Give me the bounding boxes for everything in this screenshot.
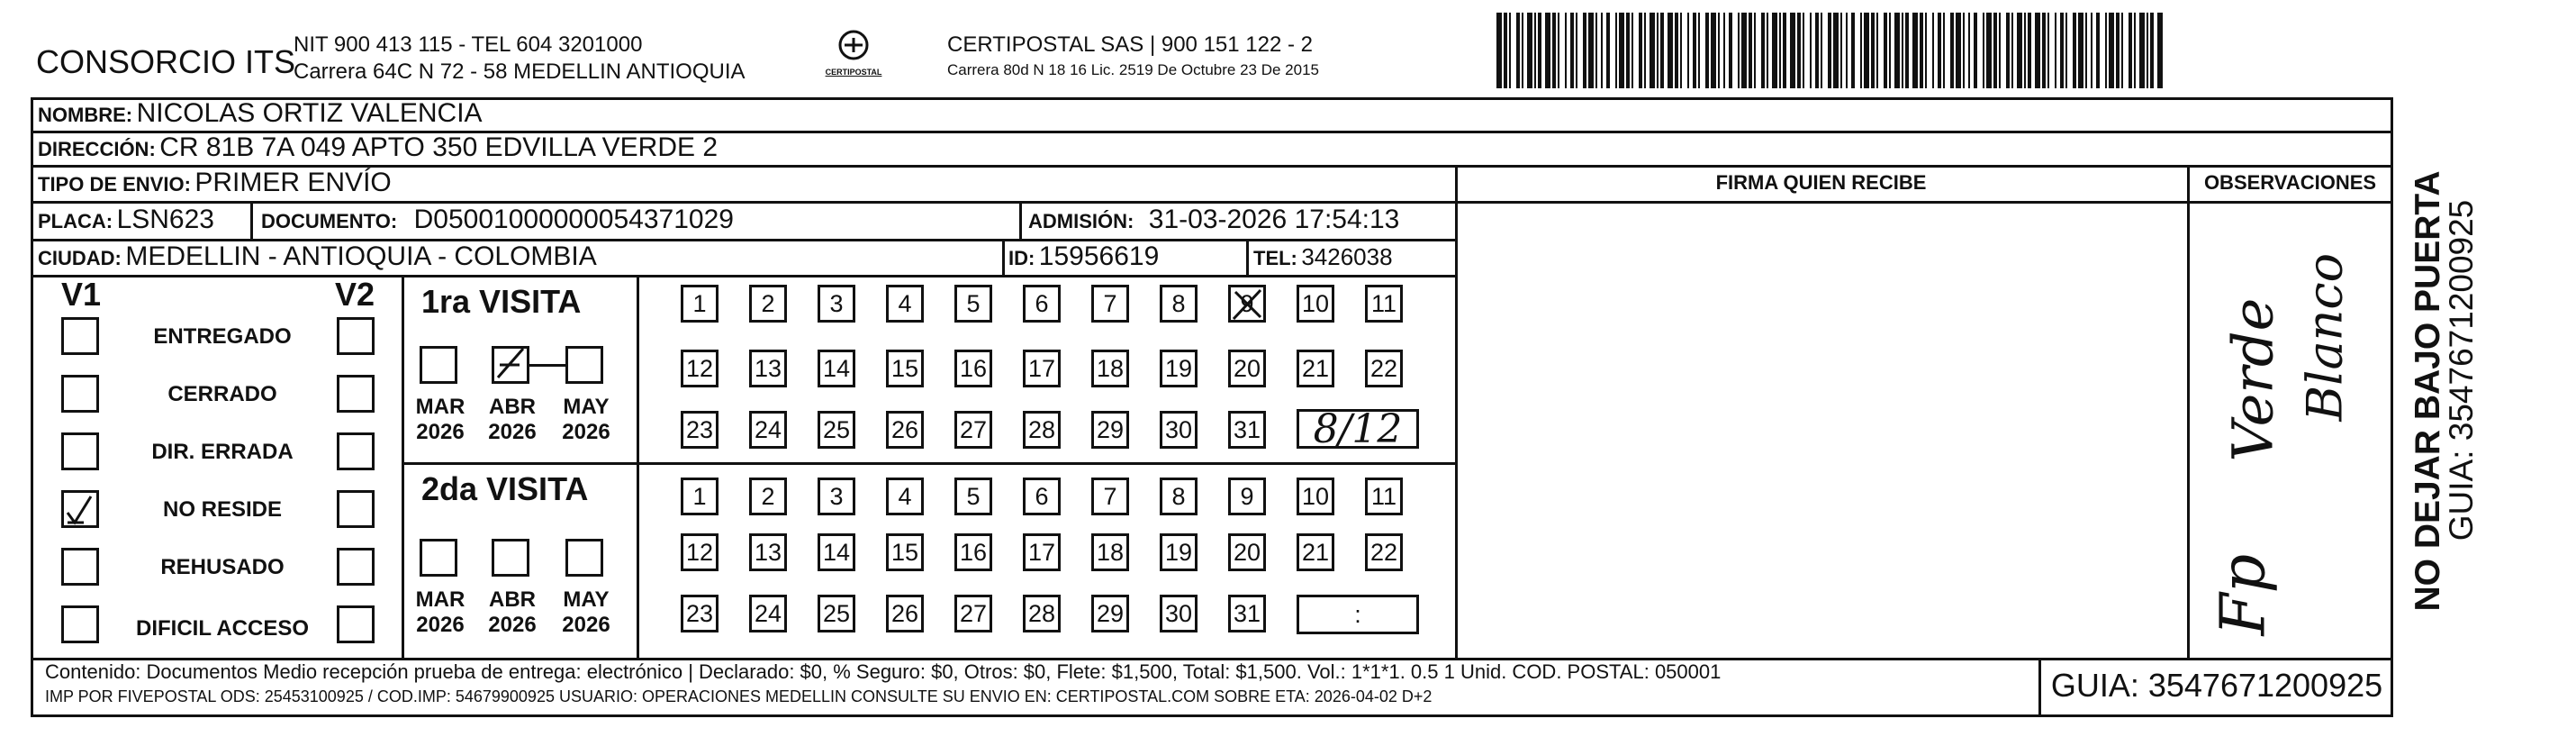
barcode-bar: [1993, 13, 1997, 88]
second-visit-day-3[interactable]: 3: [818, 478, 855, 515]
first-visit-day-5[interactable]: 5: [954, 285, 992, 323]
handwritten-cross-icon: [493, 345, 529, 381]
second-visit-day-16[interactable]: 16: [954, 533, 992, 571]
barcode-bar: [1606, 13, 1610, 88]
status-label-entregado: ENTREGADO: [153, 324, 292, 349]
first-visit-month-checkbox-abr[interactable]: [492, 346, 529, 384]
v1-checkbox-dir-errada[interactable]: [61, 432, 99, 470]
tel-label: TEL:: [1253, 247, 1297, 269]
handwritten-observacion-fp: Fp: [2208, 553, 2280, 636]
second-visit-day-27[interactable]: 27: [954, 595, 992, 632]
direccion-label: DIRECCIÓN:: [38, 138, 156, 160]
first-visit-day-26[interactable]: 26: [886, 411, 924, 449]
first-visit-day-21[interactable]: 21: [1297, 350, 1334, 387]
first-visit-day-9[interactable]: [1228, 285, 1266, 323]
direccion-value: CR 81B 7A 049 APTO 350 EDVILLA VERDE 2: [159, 132, 719, 162]
second-visit-day-1[interactable]: 1: [681, 478, 719, 515]
second-visit-month-label-may: MAY 2026: [562, 587, 610, 637]
barcode-bar: [1943, 13, 1945, 88]
footer-impresion: IMP POR FIVEPOSTAL ODS: 25453100925 / COD.IMP: 54679900925 USUARIO: OPERACIONES MEDELLIN CONSULTE SU ENVIO EN: CERTIPOSTAL.COM SOBRE ETA: 2026-04-02 D+2: [45, 687, 1433, 705]
second-visit-day-12[interactable]: 12: [681, 533, 719, 571]
barcode-bar: [1902, 13, 1903, 88]
first-visit-day-28[interactable]: 28: [1023, 411, 1061, 449]
second-visit-day-2[interactable]: 2: [749, 478, 787, 515]
barcode-bar: [1504, 13, 1507, 88]
v2-checkbox-no-reside[interactable]: [337, 490, 375, 528]
second-visit-day-31[interactable]: 31: [1228, 595, 1266, 632]
barcode-bar: [1779, 13, 1781, 88]
barcode-bar: [1932, 13, 1934, 88]
barcode-bar: [1615, 13, 1617, 88]
barcode-bar: [1797, 13, 1801, 88]
second-visit-day-30[interactable]: 30: [1160, 595, 1198, 632]
first-visit-day-2[interactable]: 2: [749, 285, 787, 323]
certipostal-logo-text: CERTIPOSTAL: [825, 68, 882, 77]
barcode-bar: [1522, 13, 1523, 88]
status-label-dir-errada: DIR. ERRADA: [151, 440, 294, 464]
v2-checkbox-entregado[interactable]: [337, 317, 375, 355]
status-label-cerrado: CERRADO: [167, 382, 277, 406]
tel-field: [1253, 243, 1393, 271]
barcode-bar: [1905, 13, 1909, 88]
barcode-bar: [1828, 13, 1831, 88]
second-visit-day-4[interactable]: 4: [886, 478, 924, 515]
second-visit-day-19[interactable]: 19: [1160, 533, 1198, 571]
second-visit-day-23[interactable]: 23: [681, 595, 719, 632]
firma-header: FIRMA QUIEN RECIBE: [1715, 171, 1927, 194]
barcode-bar: [1876, 13, 1878, 88]
barcode-bar: [1698, 13, 1700, 88]
barcode-bar: [1925, 13, 1927, 88]
first-visit-day-13[interactable]: 13: [749, 350, 787, 387]
barcode-bar: [1496, 13, 1502, 88]
barcode-bar: [2006, 13, 2010, 88]
barcode-bar: [2017, 13, 2022, 88]
first-visit-day-11[interactable]: 11: [1365, 285, 1403, 323]
v1-checkbox-dificil-acceso[interactable]: [61, 605, 99, 643]
barcode-bar: [2096, 13, 2100, 88]
barcode-bar: [2091, 13, 2092, 88]
first-visit-month-label-may: MAY 2026: [562, 395, 610, 444]
placa-field: [38, 205, 214, 235]
barcode-bar: [1545, 13, 1550, 88]
barcode-bar: [1894, 13, 1900, 88]
barcode-bar: [1968, 13, 1970, 88]
barcode-bar: [1626, 13, 1630, 88]
second-visit-day-11[interactable]: 11: [1365, 478, 1403, 515]
v1-checkbox-entregado[interactable]: [61, 317, 99, 355]
barcode-bar: [1576, 13, 1577, 88]
certipostal-info: CERTIPOSTAL SAS | 900 151 122 - 2: [947, 32, 1313, 57]
ciudad-label: CIUDAD:: [38, 247, 122, 269]
barcode-bar: [2157, 13, 2163, 88]
barcode-bar: [2121, 13, 2123, 88]
barcode-bar: [1729, 13, 1732, 88]
barcode-bar: [1860, 13, 1862, 88]
first-visit-day-24[interactable]: 24: [749, 411, 787, 449]
handwritten-cross-icon: [1228, 285, 1266, 323]
second-visit-day-29[interactable]: 29: [1091, 595, 1129, 632]
second-visit-day-17[interactable]: 17: [1023, 533, 1061, 571]
barcode-bar: [2139, 13, 2145, 88]
company-name: CONSORCIO ITS: [36, 43, 296, 80]
barcode-bar: [1749, 13, 1752, 88]
barcode-bar: [2073, 13, 2076, 88]
first-visit-day-29[interactable]: 29: [1091, 411, 1129, 449]
footer-guia: GUIA: 3547671200925: [2050, 667, 2383, 704]
barcode-bar: [2078, 13, 2083, 88]
first-visit-month-checkbox-may[interactable]: [565, 346, 603, 384]
id-value: 15956619: [1038, 241, 1160, 271]
handwritten-check-icon: [64, 493, 96, 525]
barcode-bar: [1516, 13, 1520, 88]
first-visit-day-30[interactable]: 30: [1160, 411, 1198, 449]
barcode: [1496, 13, 2163, 88]
barcode-bar: [1938, 13, 1941, 88]
barcode-bar: [2134, 13, 2136, 88]
documento-label: DOCUMENTO:: [261, 210, 398, 232]
barcode-bar: [1772, 13, 1777, 88]
second-visit-day-22[interactable]: 22: [1365, 533, 1403, 571]
barcode-bar: [1986, 13, 1992, 88]
barcode-bar: [1810, 13, 1812, 88]
barcode-bar: [2085, 13, 2087, 88]
tipo-envio-label: TIPO DE ENVIO:: [38, 173, 191, 196]
barcode-bar: [1738, 13, 1740, 88]
v1-checkbox-rehusado[interactable]: [61, 548, 99, 586]
first-visit-month-label-abr: ABR 2026: [488, 395, 537, 444]
documento-field: [261, 205, 734, 235]
barcode-bar: [1644, 13, 1646, 88]
first-visit-day-1[interactable]: 1: [681, 285, 719, 323]
barcode-bar: [1552, 13, 1556, 88]
status-label-dificil-acceso: DIFICIL ACCESO: [135, 616, 309, 641]
nombre-label: NOMBRE:: [38, 104, 133, 126]
barcode-bar: [1864, 13, 1869, 88]
second-visit-day-9[interactable]: 9: [1228, 478, 1266, 515]
first-visit-day-31[interactable]: 31: [1228, 411, 1266, 449]
first-visit-day-27[interactable]: 27: [954, 411, 992, 449]
second-visit-day-26[interactable]: 26: [886, 595, 924, 632]
handwritten-observacion-verde: Verde: [2219, 297, 2286, 462]
barcode-bar: [1705, 13, 1709, 88]
barcode-bar: [2109, 13, 2114, 88]
second-visit-day-14[interactable]: 14: [818, 533, 855, 571]
second-visit-day-6[interactable]: 6: [1023, 478, 1061, 515]
barcode-bar: [1631, 13, 1633, 88]
tipo-envio-value: PRIMER ENVÍO: [194, 168, 392, 197]
first-visit-day-18[interactable]: 18: [1091, 350, 1129, 387]
first-visit-day-12[interactable]: 12: [681, 350, 719, 387]
barcode-bar: [2150, 13, 2154, 88]
direccion-row: [38, 132, 718, 163]
first-visit-day-7[interactable]: 7: [1091, 285, 1129, 323]
barcode-bar: [2024, 13, 2026, 88]
second-visit-day-28[interactable]: 28: [1023, 595, 1061, 632]
first-visit-day-6[interactable]: 6: [1023, 285, 1061, 323]
barcode-bar: [2147, 13, 2148, 88]
first-visit-day-15[interactable]: 15: [886, 350, 924, 387]
company-nit: NIT 900 413 115 - TEL 604 3201000: [294, 32, 643, 57]
barcode-bar: [1711, 13, 1716, 88]
barcode-bar: [1833, 13, 1839, 88]
admision-field: [1028, 205, 1399, 235]
barcode-bar: [2047, 13, 2049, 88]
barcode-bar: [1538, 13, 1541, 88]
side-guia: GUIA: 3547671200925: [2443, 199, 2480, 541]
barcode-bar: [1920, 13, 1923, 88]
no-dejar-bajo-puerta: NO DEJAR BAJO PUERTA: [2409, 170, 2447, 612]
first-visit-day-17[interactable]: 17: [1023, 350, 1061, 387]
barcode-bar: [1963, 13, 1965, 88]
barcode-bar: [2065, 13, 2067, 88]
company-address: Carrera 64C N 72 - 58 MEDELLIN ANTIOQUIA: [294, 59, 746, 84]
v2-checkbox-dir-errada[interactable]: [337, 432, 375, 470]
barcode-bar: [1718, 13, 1720, 88]
barcode-bar: [1680, 13, 1682, 88]
second-visit-day-13[interactable]: 13: [749, 533, 787, 571]
v1-header: V1: [61, 276, 102, 313]
barcode-bar: [2116, 13, 2120, 88]
certipostal-logo-icon: [834, 29, 873, 65]
tipo-envio-row: [38, 168, 392, 198]
v2-checkbox-cerrado[interactable]: [337, 375, 375, 413]
barcode-bar: [2011, 13, 2013, 88]
barcode-bar: [1675, 13, 1678, 88]
barcode-bar: [1741, 13, 1747, 88]
barcode-bar: [1527, 13, 1532, 88]
second-visit-day-7[interactable]: 7: [1091, 478, 1129, 515]
placa-label: PLACA:: [38, 210, 113, 232]
barcode-bar: [1565, 13, 1567, 88]
second-visit-month-checkbox-may[interactable]: [565, 539, 603, 577]
second-visit-month-checkbox-mar[interactable]: [420, 539, 457, 577]
v1-checkbox-no-reside[interactable]: [61, 490, 99, 528]
barcode-bar: [1639, 13, 1642, 88]
first-visit-day-16[interactable]: 16: [954, 350, 992, 387]
barcode-bar: [1767, 13, 1768, 88]
barcode-bar: [2042, 13, 2046, 88]
first-visit-day-9-label: 9: [1240, 289, 1254, 317]
barcode-bar: [1583, 13, 1586, 88]
first-visit-day-22[interactable]: 22: [1365, 350, 1403, 387]
first-visit-day-10[interactable]: 10: [1297, 285, 1334, 323]
first-visit-day-14[interactable]: 14: [818, 350, 855, 387]
barcode-bar: [1815, 13, 1819, 88]
barcode-bar: [1509, 13, 1511, 88]
second-visit-day-24[interactable]: 24: [749, 595, 787, 632]
second-visit-day-25[interactable]: 25: [818, 595, 855, 632]
barcode-bar: [1570, 13, 1574, 88]
observaciones-header: OBSERVACIONES: [2203, 171, 2377, 194]
second-visit-title: 2da VISITA: [421, 470, 589, 507]
barcode-bar: [1601, 13, 1603, 88]
certipostal-license: Carrera 80d N 18 16 Lic. 2519 De Octubre 23 De 2015: [947, 61, 1319, 78]
barcode-bar: [1884, 13, 1887, 88]
first-visit-day-4[interactable]: 4: [886, 285, 924, 323]
status-label-no-reside: NO RESIDE: [162, 497, 283, 522]
ciudad-value: MEDELLIN - ANTIOQUIA - COLOMBIA: [125, 241, 597, 271]
second-visit-day-10[interactable]: 10: [1297, 478, 1334, 515]
barcode-bar: [1889, 13, 1891, 88]
barcode-bar: [1754, 13, 1756, 88]
second-visit-day-15[interactable]: 15: [886, 533, 924, 571]
second-visit-day-18[interactable]: 18: [1091, 533, 1129, 571]
nombre-value: NICOLAS ORTIZ VALENCIA: [136, 98, 483, 128]
barcode-bar: [1595, 13, 1597, 88]
barcode-bar: [1687, 13, 1689, 88]
placa-value: LSN623: [116, 205, 214, 234]
second-visit-day-8[interactable]: 8: [1160, 478, 1198, 515]
barcode-bar: [1803, 13, 1804, 88]
first-visit-day-20[interactable]: 20: [1228, 350, 1266, 387]
second-visit-day-5[interactable]: 5: [954, 478, 992, 515]
second-visit-month-label-abr: ABR 2026: [488, 587, 537, 637]
footer-contenido: Contenido: Documentos Medio recepción prueba de entrega: electrónico | Declarado: $0, % Seguro: $0, Otros: $0, Flete: $1,500, Total: $1,500. Vol.: 1*1*1. 0.5 1 Unid. COD. POSTAL: 050001: [45, 660, 1722, 683]
barcode-bar: [1657, 13, 1659, 88]
certipostal-logo: [810, 29, 897, 83]
barcode-bar: [1660, 13, 1664, 88]
first-visit-month-checkbox-mar[interactable]: [420, 346, 457, 384]
first-visit-month-label-mar: MAR 2026: [415, 395, 465, 444]
nombre-row: [38, 98, 483, 129]
id-field: [1008, 241, 1159, 272]
barcode-bar: [1783, 13, 1786, 88]
barcode-bar: [1956, 13, 1961, 88]
second-visit-day-20[interactable]: 20: [1228, 533, 1266, 571]
barcode-bar: [2028, 13, 2031, 88]
barcode-bar: [1761, 13, 1765, 88]
barcode-bar: [1790, 13, 1795, 88]
v2-checkbox-rehusado[interactable]: [337, 548, 375, 586]
barcode-bar: [1693, 13, 1696, 88]
signature-area[interactable]: [1459, 204, 2184, 656]
barcode-bar: [1723, 13, 1725, 88]
tel-value: 3426038: [1301, 243, 1393, 270]
second-visit-month-label-mar: MAR 2026: [415, 587, 465, 637]
first-visit-day-8[interactable]: 8: [1160, 285, 1198, 323]
v2-header: V2: [335, 276, 375, 313]
barcode-bar: [1851, 13, 1855, 88]
first-visit-day-3[interactable]: 3: [818, 285, 855, 323]
handwritten-observacion-blanco: Blanco: [2296, 252, 2354, 422]
second-visit-day-21[interactable]: 21: [1297, 533, 1334, 571]
admision-label: ADMISIÓN:: [1028, 210, 1134, 232]
admision-value: 31-03-2026 17:54:13: [1148, 205, 1400, 234]
barcode-bar: [1588, 13, 1594, 88]
barcode-bar: [1650, 13, 1655, 88]
barcode-bar: [2055, 13, 2056, 88]
second-visit-time-field[interactable]: :: [1297, 595, 1419, 634]
barcode-bar: [1983, 13, 1984, 88]
documento-value: D05001000000054371029: [413, 205, 734, 234]
barcode-bar: [1668, 13, 1673, 88]
ciudad-field: [38, 241, 597, 272]
first-visit-time-value: 8/12: [1313, 405, 1403, 452]
barcode-bar: [1821, 13, 1822, 88]
v2-checkbox-dificil-acceso[interactable]: [337, 605, 375, 643]
barcode-bar: [1974, 13, 1977, 88]
observaciones-area: [2190, 204, 2391, 656]
first-visit-day-23[interactable]: 23: [681, 411, 719, 449]
barcode-bar: [2105, 13, 2107, 88]
barcode-bar: [2060, 13, 2064, 88]
barcode-bar: [2035, 13, 2040, 88]
barcode-bar: [1950, 13, 1954, 88]
barcode-bar: [1840, 13, 1842, 88]
first-visit-day-19[interactable]: 19: [1160, 350, 1198, 387]
barcode-bar: [1619, 13, 1624, 88]
status-label-rehusado: REHUSADO: [160, 555, 285, 579]
barcode-bar: [1912, 13, 1918, 88]
barcode-bar: [1846, 13, 1848, 88]
barcode-bar: [1534, 13, 1536, 88]
barcode-bar: [1999, 13, 2001, 88]
barcode-bar: [1871, 13, 1875, 88]
first-visit-day-25[interactable]: 25: [818, 411, 855, 449]
id-label: ID:: [1008, 247, 1035, 269]
barcode-bar: [2129, 13, 2132, 88]
first-visit-title: 1ra VISITA: [421, 283, 582, 320]
second-visit-month-checkbox-abr[interactable]: [492, 539, 529, 577]
barcode-bar: [1558, 13, 1559, 88]
v1-checkbox-cerrado[interactable]: [61, 375, 99, 413]
first-visit-time-field[interactable]: [1297, 405, 1419, 452]
